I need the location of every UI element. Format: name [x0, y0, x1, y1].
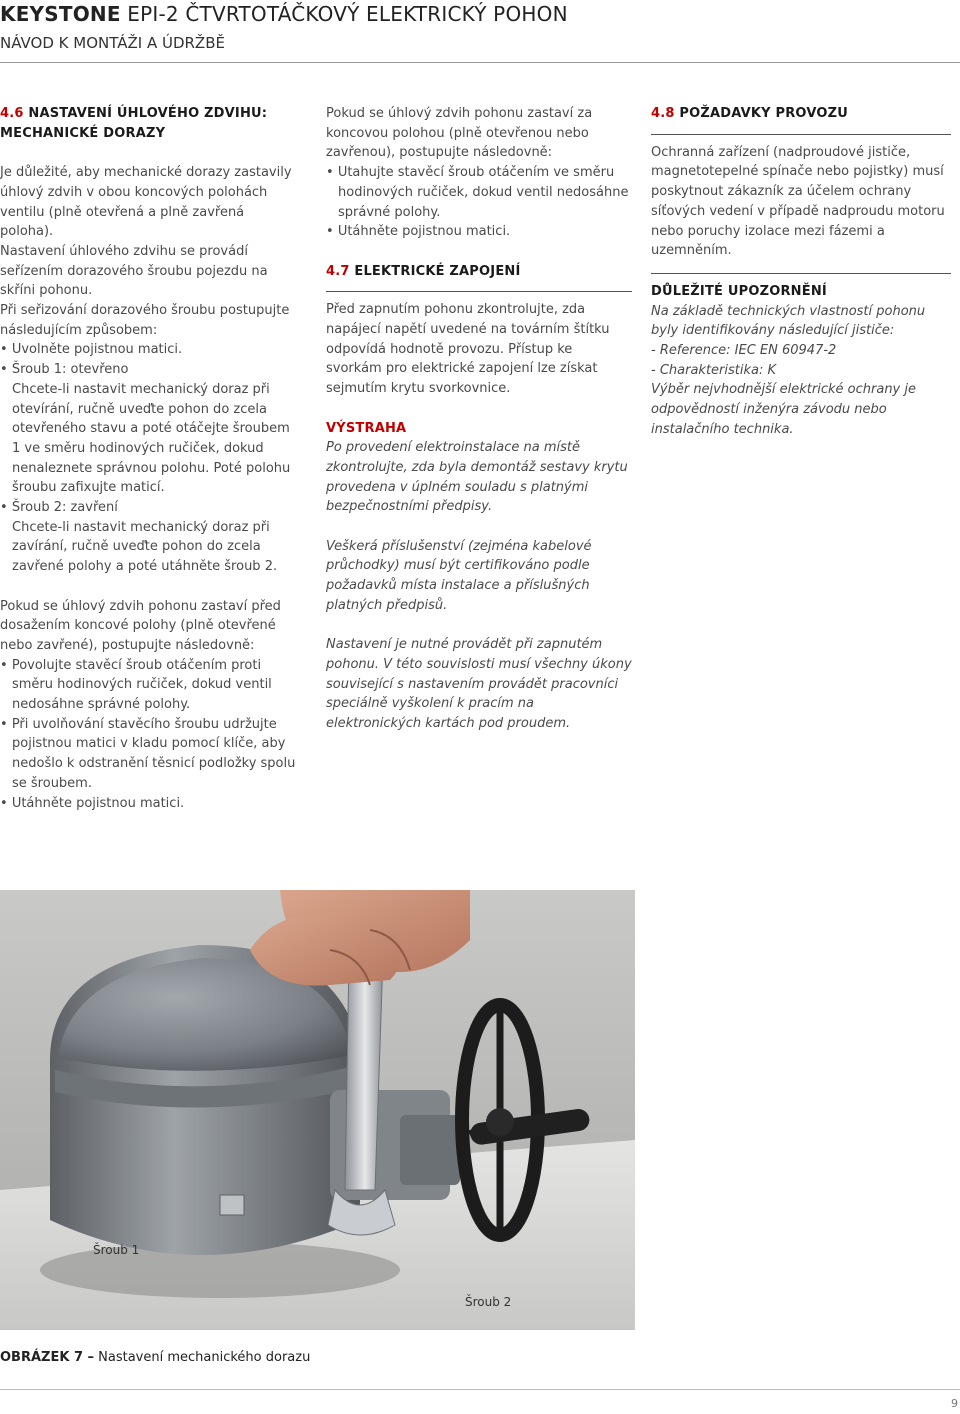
- document-subtitle: NÁVOD K MONTÁŽI A ÚDRŽBĚ: [0, 34, 225, 52]
- paragraph: Je důležité, aby mechanické dorazy zastavily úhlový zdvih v obou koncových polohách ventilu (plně otevřená a plně zavřená poloha).: [0, 165, 292, 240]
- header-divider: [0, 62, 960, 63]
- section-heading-4-8: [651, 104, 951, 124]
- section-heading-text: POŽADAVKY PROVOZU: [674, 106, 848, 121]
- actuator-photo: [0, 890, 635, 1330]
- warning-paragraph: Po provedení elektroinstalace na místě zkontrolujte, zda byla demontáž sestavy krytu provedena v úplném souladu s platnými bezpečnostními předpisy.: [326, 440, 628, 515]
- figure-caption: [0, 1350, 310, 1365]
- notice-paragraph: Na základě technických vlastností pohonu byly identifikovány následující jističe:: [651, 303, 926, 339]
- bullet-item: • Utáhněte pojistnou matici.: [0, 794, 300, 814]
- column-left: [0, 104, 300, 813]
- bullet-item: • Šroub 1: otevřeno: [0, 360, 300, 380]
- section-heading-text: NASTAVENÍ ÚHLOVÉHO ZDVIHU:: [23, 106, 268, 121]
- bullet-item: • Při uvolňování stavěcího šroubu udržujte pojistnou matici v kladu pomocí klíče, aby nedošlo k odstranění těsnicí podložky spolu se šroubem.: [0, 715, 300, 794]
- figure-label-screw-2: Šroub 2: [465, 1295, 512, 1309]
- warning-paragraph: Nastavení je nutné provádět při zapnutém pohonu. V této souvislosti musí všechny úkony související s nastavením provádět pracovníci speciálně vyškolení k pracím na elektronických kartách pod proudem.: [326, 637, 632, 732]
- paragraph: Ochranná zařízení (nadproudové jističe, magnetotepelné spínače nebo pojistky) musí poskytnout zákazník za účelem ochrany síťových vedení v případě nadproudu motoru nebo poruchy izolace mezi fázemi a uzemněním.: [651, 144, 945, 259]
- caption-label: OBRÁZEK 7 –: [0, 1350, 95, 1365]
- section-heading-line2: MECHANICKÉ DORAZY: [0, 125, 166, 141]
- paragraph: Před zapnutím pohonu zkontrolujte, zda napájecí napětí uvedené na továrním štítku odpovídá hodnotě provozu. Přístup ke svorkám pro elektrické zapojení lze získat sejmutím krytu svorkovnice.: [326, 302, 610, 397]
- section-number: 4.8: [651, 106, 675, 121]
- caption-text: Nastavení mechanického dorazu: [94, 1350, 311, 1365]
- paragraph: Nastavení úhlového zdvihu se provádí seřízením dorazového šroubu pojezdu na skříni pohonu.: [0, 243, 268, 299]
- figure-label-screw-1: Šroub 1: [93, 1243, 140, 1257]
- page-number: 9: [951, 1397, 958, 1410]
- bullet-description: Chcete-li nastavit mechanický doraz při zavírání, ručně uveďte pohon do zcela zavřené polohy a poté utáhněte šroub 2.: [12, 519, 278, 575]
- warning-heading: VÝSTRAHA: [326, 420, 407, 436]
- section-number: 4.7: [326, 263, 350, 279]
- bullet-item: • Šroub 2: zavření: [0, 498, 300, 518]
- footer-divider: [0, 1389, 960, 1390]
- document-title: [0, 2, 568, 26]
- section-heading-4-6: [0, 104, 300, 124]
- bullet-item: • Utáhněte pojistnou matici.: [326, 222, 632, 242]
- paragraph: Pokud se úhlový zdvih pohonu zastaví za koncovou polohou (plně otevřenou nebo zavřenou), postupujte následovně:: [326, 106, 593, 161]
- paragraph: Při seřizování dorazového šroubu postupujte následujícím způsobem:: [0, 303, 290, 338]
- bullet-item: • Uvolněte pojistnou matici.: [0, 340, 300, 360]
- warning-paragraph: Veškerá příslušenství (zejména kabelové průchodky) musí být certifikováno podle požadavků místa instalace a příslušných platných předpisů.: [326, 538, 592, 613]
- section-rule: [651, 273, 951, 274]
- notice-paragraph: Výběr nejvhodnější elektrické ochrany je odpovědností inženýra závodu nebo instalačního technika.: [651, 382, 916, 437]
- bullet-item: • Povolujte stavěcí šroub otáčením proti směru hodinových ručiček, dokud ventil nedosáhne správné polohy.: [0, 656, 300, 715]
- product-title: EPI-2 ČTVRTOTÁČKOVÝ ELEKTRICKÝ POHON: [127, 2, 568, 26]
- heading-rule: [326, 291, 632, 292]
- actuator-illustration: [0, 890, 635, 1330]
- bullet-item: • Utahujte stavěcí šroub otáčením ve směru hodinových ručiček, dokud ventil nedosáhne správné polohy.: [326, 163, 632, 222]
- notice-list-item: - Charakteristika: K: [651, 362, 777, 378]
- column-middle: [326, 104, 632, 734]
- heading-rule: [651, 134, 951, 135]
- column-right: [651, 104, 951, 440]
- bullet-description: Chcete-li nastavit mechanický doraz při otevírání, ručně uveďte pohon do zcela otevřeného stavu a poté otáčejte šroubem 1 ve směru hodinových ručiček, dokud nenaleznete správnou polohu. Poté polohu šroubu zafixujte maticí.: [12, 381, 291, 496]
- notice-heading: DŮLEŽITÉ UPOZORNĚNÍ: [651, 283, 827, 299]
- notice-list-item: - Reference: IEC EN 60947-2: [651, 343, 837, 359]
- section-heading-text: ELEKTRICKÉ ZAPOJENÍ: [349, 263, 521, 279]
- brand-name: KEYSTONE: [0, 2, 121, 26]
- paragraph: Pokud se úhlový zdvih pohonu zastaví před dosažením koncové polohy (plně otevřené nebo zavřené), postupujte následovně:: [0, 598, 281, 653]
- section-number: 4.6: [0, 106, 24, 121]
- section-heading-4-7: [326, 262, 632, 282]
